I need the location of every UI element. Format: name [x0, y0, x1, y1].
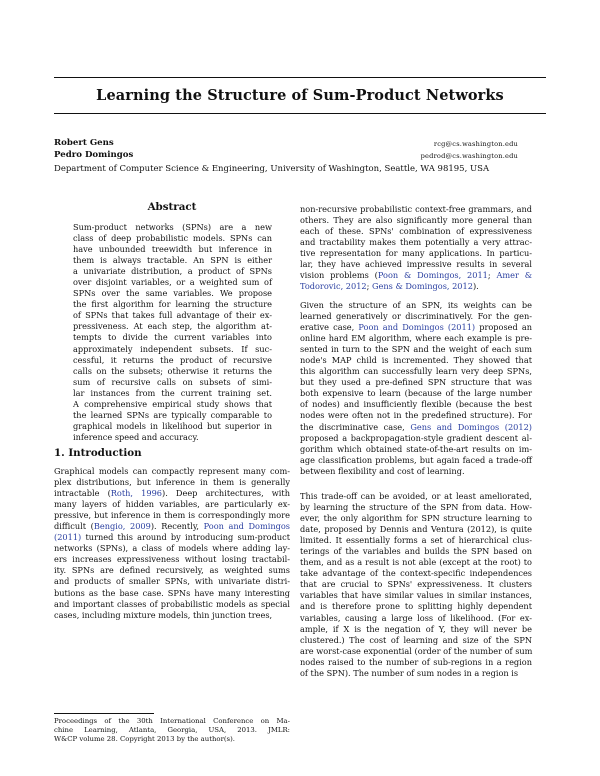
text-line: plex distributions, but inference in them is generally [54, 477, 290, 488]
footnote [54, 717, 290, 744]
text-line: them, and as a result is not able (except at the root) to [300, 557, 532, 568]
text-line: cases, including mixture models, thin junction trees, [54, 609, 273, 620]
text-line: pressive, but inference in them is correspondingly more [54, 510, 290, 521]
text-line: nodes raised to the number of sub-regions in a region [300, 656, 532, 667]
text-line: chine Learning, Atlanta, Georgia, USA, 2013. JMLR: [54, 726, 290, 734]
text-line: W&CP volume 28. Copyright 2013 by the author(s). [54, 735, 235, 743]
text-line: approximately independent subsets. If suc- [73, 343, 272, 354]
text-line: inference speed and accuracy. [73, 431, 199, 442]
text-line: non-recursive probabilistic context-free grammars, and [300, 204, 532, 214]
paper-title: Learning the Structure of Sum-Product Networks [96, 87, 504, 104]
text-line: cessful, it returns the product of recursive [73, 354, 272, 365]
text-line: and tractability makes them potentially a very attrac- [300, 237, 532, 248]
right-paragraph-1 [300, 204, 532, 292]
text-line: tive representation for many applications. In particu- [300, 248, 532, 259]
text-line: the learned SPNs are typically comparable to [73, 409, 272, 420]
text-line: the first algorithm for learning the structure [73, 299, 272, 310]
text-line: both expensive to learn (because of the large number [300, 388, 532, 399]
text-line: of nodes) and insufficiently flexible (because the best [300, 399, 532, 410]
text-line: Todorovic, 2012; Gens & Domingos, 2012). [300, 281, 479, 292]
text-line: ity. SPNs are defined recursively, as weighted sums [54, 565, 290, 576]
text-line: lar instances from the current training set. [73, 387, 272, 398]
text-line: variables, causing a large loss of likelihood. (For ex- [300, 612, 532, 623]
text-line: that are crucial to SPNs' expressiveness. It clusters [300, 579, 532, 590]
author-email: pedrod@cs.washington.edu [420, 152, 518, 160]
text-line: a univariate distribution, a product of SPNs [73, 266, 272, 277]
text-line: vision problems (Poon & Domingos, 2011; Amer & [300, 270, 532, 281]
text-line: variables that have similar values in similar instances, [300, 590, 532, 601]
text-line: Graphical models can compactly represent many com- [54, 466, 290, 476]
text-line: between flexibility and cost of learning. [300, 465, 465, 476]
text-line: difficult (Bengio, 2009). Recently, Poon and Domingos [54, 521, 291, 532]
text-line: ever, the only algorithm for SPN structure learning to [300, 513, 532, 524]
text-line: gorithm which obtained state-of-the-art results on im- [300, 443, 532, 454]
text-line: ample, if X is the negation of Y, they will never be [300, 623, 532, 634]
text-line: ers increases expressiveness without losing tractabil- [54, 554, 290, 565]
abstract-body [73, 222, 272, 443]
text-line: and products of smaller SPNs, with univariate distri- [54, 576, 290, 587]
text-line: this algorithm can successfully learn very deep SPNs, [300, 366, 532, 377]
footnote-rule [54, 713, 154, 714]
text-line: each of these. SPNs' combination of expressiveness [300, 226, 532, 237]
text-line: intractable (Roth, 1996). Deep architectures, with [54, 488, 290, 499]
affiliation: Department of Computer Science & Engineering, University of Washington, Seattle, WA 98195, USA [54, 164, 490, 174]
text-line: online hard EM algorithm, where each example is pre- [300, 333, 532, 344]
text-line: proposed a backpropagation-style gradient descent al- [300, 432, 532, 443]
author-email: rcg@cs.washington.edu [433, 140, 518, 148]
text-line: sented in turn to the SPN and the weight of each sum [300, 344, 532, 355]
text-line: take advantage of the context-specific independences [300, 568, 532, 579]
text-line: pressiveness. At each step, the algorithm at- [73, 321, 272, 332]
text-line: them is always tractable. An SPN is either [73, 255, 272, 266]
text-line: butions as the base case. SPNs have many interesting [54, 587, 290, 598]
author-name: Robert Gens [54, 138, 114, 148]
text-line: nodes were often not in the predefined structure). For [300, 410, 532, 421]
text-line: date, proposed by Dennis and Ventura (2012), is quite [300, 524, 532, 535]
text-line: the discriminative case, Gens and Domingos (2012) [300, 421, 532, 432]
right-paragraph-2 [300, 300, 532, 477]
text-line: SPNs over the same variables. We propose [73, 288, 272, 299]
text-line: by learning the structure of the SPN from data. How- [300, 502, 532, 513]
text-line: over disjoint variables, or a weighted sum of [73, 277, 272, 288]
text-line: and important classes of probabilistic models as special [54, 598, 290, 609]
text-line: node's MAP child is incremented. They showed that [300, 355, 532, 366]
text-line: (2011) turned this around by introducing sum-product [54, 532, 290, 543]
title-bottom-rule [54, 113, 546, 114]
right-paragraph-3 [300, 491, 532, 679]
text-line: A comprehensive empirical study shows that [73, 398, 272, 409]
title-top-rule [54, 77, 546, 78]
text-line: graphical models in likelihood but superior in [73, 420, 272, 431]
text-line: Sum-product networks (SPNs) are a new [73, 222, 272, 232]
text-line: but they used a pre-defined SPN structure that was [300, 377, 532, 388]
text-line: others. They are also significantly more general than [300, 215, 532, 226]
text-line: class of deep probabilistic models. SPNs can [73, 233, 272, 244]
text-line: age classification problems, but again faced a trade-off [300, 454, 532, 465]
intro-paragraph [54, 466, 290, 621]
section-heading: 1. Introduction [54, 447, 142, 459]
text-line: lar, they have achieved impressive results in several [300, 259, 532, 270]
text-line: Proceedings of the 30th International Conference on Ma- [54, 717, 290, 725]
text-line: erative case, Poon and Domingos (2011) proposed an [300, 322, 533, 333]
text-line: are worst-case exponential (order of the number of sum [300, 645, 533, 656]
text-line: terings of the variables and builds the SPN based on [300, 546, 532, 557]
text-line: limited. It essentially forms a set of hierarchical clus- [300, 535, 532, 546]
text-line: many layers of hidden variables, are particularly ex- [54, 499, 290, 510]
text-line: Given the structure of an SPN, its weights can be [300, 300, 532, 310]
text-line: and is therefore prone to splitting highly dependent [300, 601, 532, 612]
text-line: have unbounded treewidth but inference in [73, 244, 272, 255]
text-line: networks (SPNs), a class of models where adding lay- [54, 543, 290, 554]
text-line: sum of recursive calls on subsets of simi- [73, 376, 272, 387]
text-line: of the SPN). The number of sum nodes in a region is [300, 667, 519, 678]
text-line: tempts to divide the current variables into [73, 332, 272, 343]
text-line: calls on the subsets; otherwise it returns the [73, 365, 272, 376]
author-name: Pedro Domingos [54, 150, 134, 160]
text-line: This trade-off can be avoided, or at least ameliorated, [300, 491, 532, 501]
text-line: clustered.) The cost of learning and size of the SPN [300, 634, 532, 645]
text-line: learned generatively or discriminatively. For the gen- [300, 311, 532, 322]
abstract-heading: Abstract [147, 201, 197, 213]
text-line: of SPNs that takes full advantage of their ex- [73, 310, 272, 321]
